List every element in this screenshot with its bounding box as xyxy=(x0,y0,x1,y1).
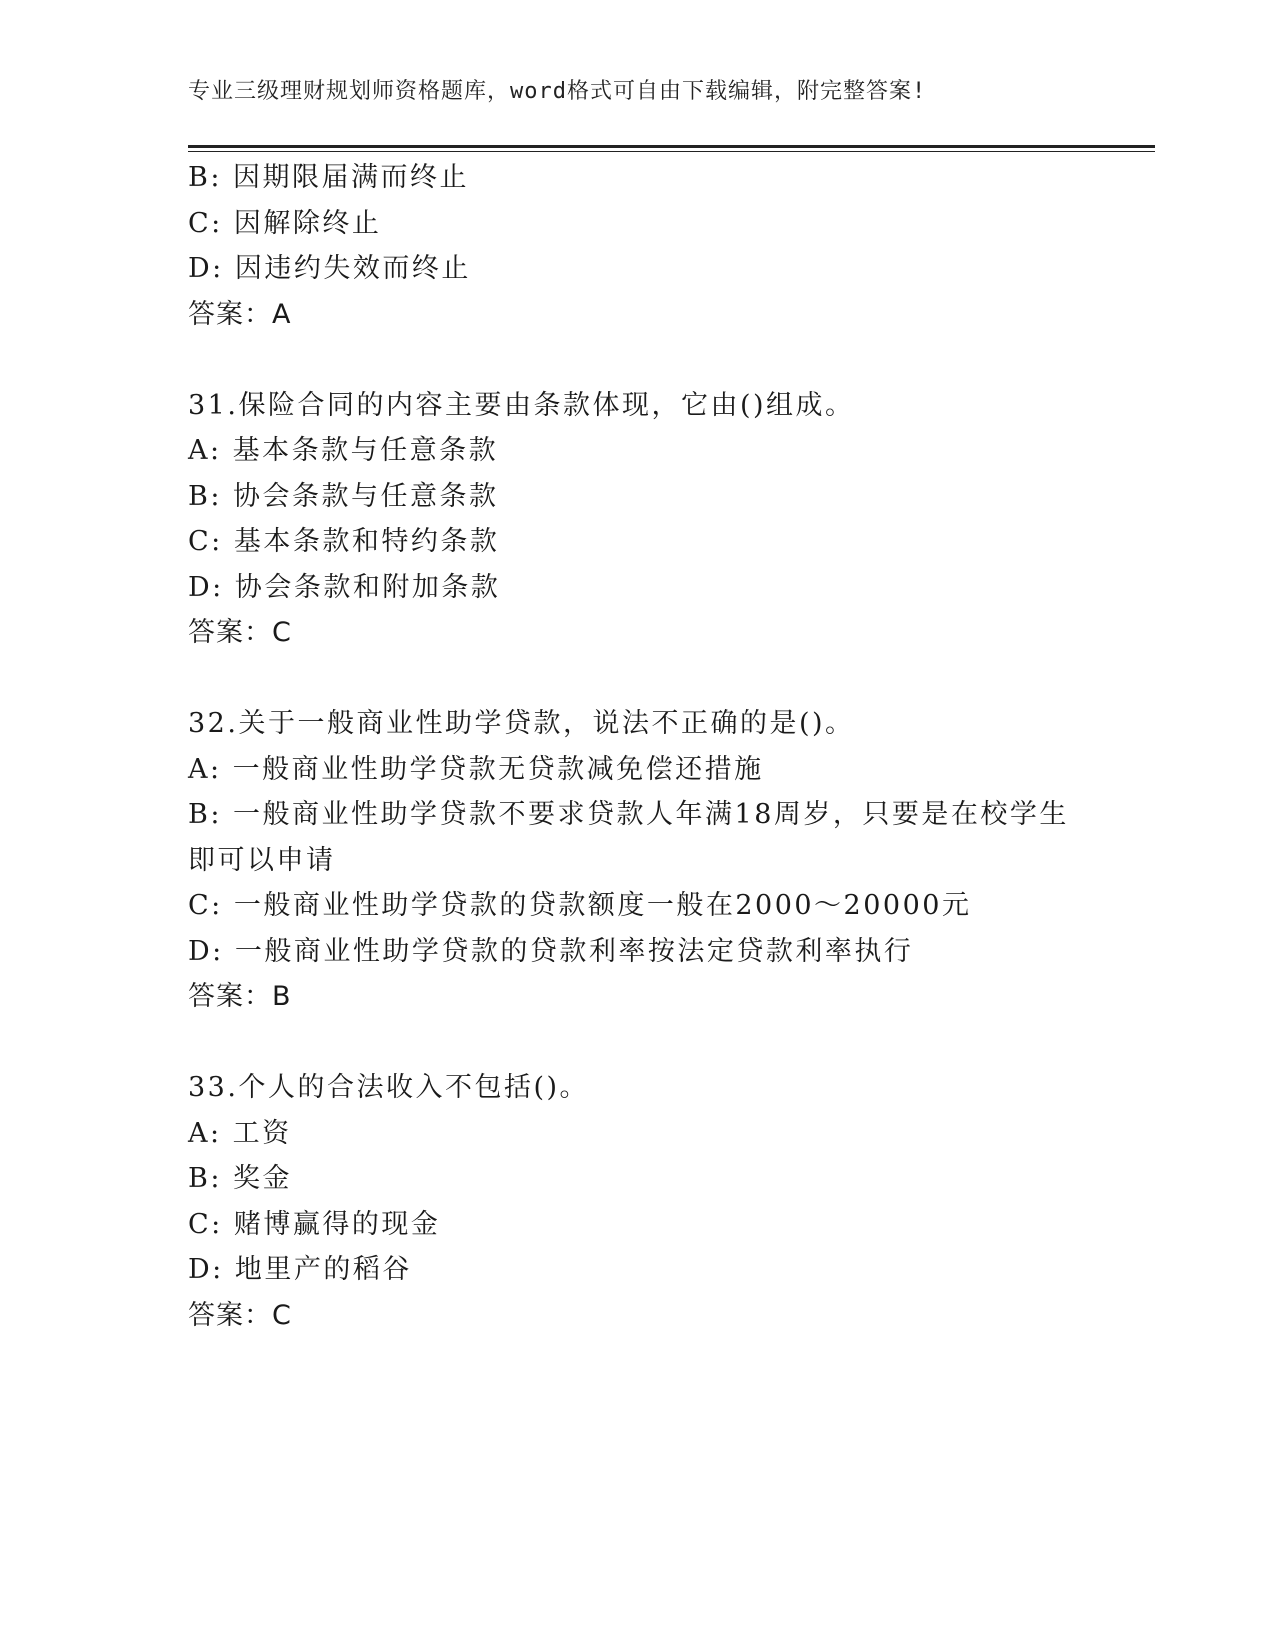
header-divider xyxy=(188,145,1155,148)
option-c: C: 基本条款和特约条款 xyxy=(188,526,500,557)
option-b: B: 一般商业性助学贷款不要求贷款人年满18周岁，只要是在校学生 xyxy=(188,799,1069,830)
option-b: B: 奖金 xyxy=(188,1163,293,1194)
answer-line: 答案：C xyxy=(188,617,292,648)
question-stem: 31.保险合同的内容主要由条款体现，它由()组成。 xyxy=(188,389,855,421)
answer-line: 答案：A xyxy=(188,298,292,330)
question-list xyxy=(188,155,1088,1338)
option-d: D: 一般商业性助学贷款的贷款利率按法定贷款利率执行 xyxy=(188,935,914,967)
answer-line: 答案：C xyxy=(188,1299,292,1331)
option-a: A: 工资 xyxy=(188,1117,292,1149)
question-stem: 33.个人的合法收入不包括()。 xyxy=(188,1072,590,1103)
question-33 xyxy=(188,1065,1088,1338)
question-stem: 32.关于一般商业性助学贷款，说法不正确的是()。 xyxy=(188,708,855,739)
option-c: C: 赌博赢得的现金 xyxy=(188,1208,441,1240)
option-b: B: 协会条款与任意条款 xyxy=(188,480,499,512)
option-c: C: 一般商业性助学贷款的贷款额度一般在2000～20000元 xyxy=(188,890,972,921)
previous-question-tail xyxy=(188,155,1088,337)
page-header: 专业三级理财规划师资格题库，word格式可自由下载编辑，附完整答案! xyxy=(188,79,927,104)
option-b: B: 因期限届满而终止 xyxy=(188,162,470,193)
option-d: D: 地里产的稻谷 xyxy=(188,1254,412,1285)
answer-line: 答案：B xyxy=(188,981,292,1012)
question-31 xyxy=(188,383,1088,656)
option-d: D: 因违约失效而终止 xyxy=(188,253,471,284)
option-b-continued: 即可以申请 xyxy=(188,844,336,876)
option-a: A: 基本条款与任意条款 xyxy=(188,435,499,466)
option-d: D: 协会条款和附加条款 xyxy=(188,571,501,603)
question-32 xyxy=(188,701,1088,1020)
option-a: A: 一般商业性助学贷款无贷款减免偿还措施 xyxy=(188,753,764,785)
option-c: C: 因解除终止 xyxy=(188,207,382,239)
